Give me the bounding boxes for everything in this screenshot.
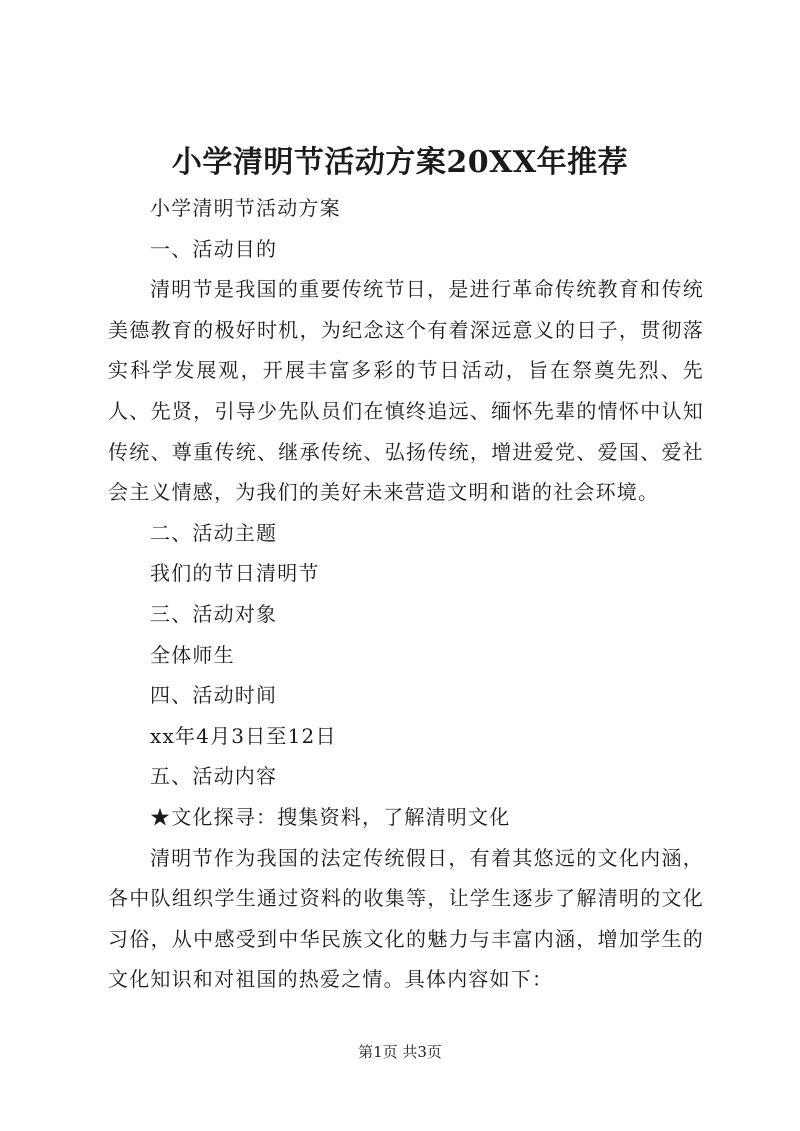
paragraph-subtitle: 小学清明节活动方案	[150, 196, 341, 220]
paragraph-purpose: 清明节是我国的重要传统节日，是进行革命传统教育和传统美德教育的极好时机，为纪念这个有着深远意义的日子，贯彻落实科学发展观，开展丰富多彩的节日活动，旨在祭奠先烈、先人、先贤，引导少先队员们在慎终追远、缅怀先辈的情怀中认知传统、尊重传统、继承传统、弘扬传统，增进爱党、爱国、爱社会主义情感，为我们的美好未来营造文明和谐的社会环境。	[108, 277, 704, 505]
paragraph-culture: 清明节作为我国的法定传统假日，有着其悠远的文化内涵，各中队组织学生通过资料的收集等，让学生逐步了解清明的文化习俗，从中感受到中华民族文化的魅力与丰富内涵，增加学生的文化知识和对祖国的热爱之情。具体内容如下：	[108, 845, 704, 992]
paragraph-audience: 全体师生	[150, 642, 235, 667]
page-number-footer: 第1页 共3页	[358, 1043, 442, 1061]
section-heading-time: 四、活动时间	[150, 683, 278, 708]
subheading-culture: ★文化探寻：搜集资料，了解清明文化	[150, 804, 511, 829]
section-heading-content: 五、活动内容	[150, 764, 278, 789]
paragraph-time: xx年4月3日至12日	[150, 723, 337, 748]
section-heading-purpose: 一、活动目的	[150, 236, 278, 261]
document-title: 小学清明节活动方案20XX年推荐	[171, 145, 629, 180]
document-body	[108, 188, 704, 1000]
section-heading-audience: 三、活动对象	[150, 601, 278, 626]
section-heading-theme: 二、活动主题	[150, 520, 278, 545]
paragraph-theme: 我们的节日清明节	[150, 561, 320, 586]
